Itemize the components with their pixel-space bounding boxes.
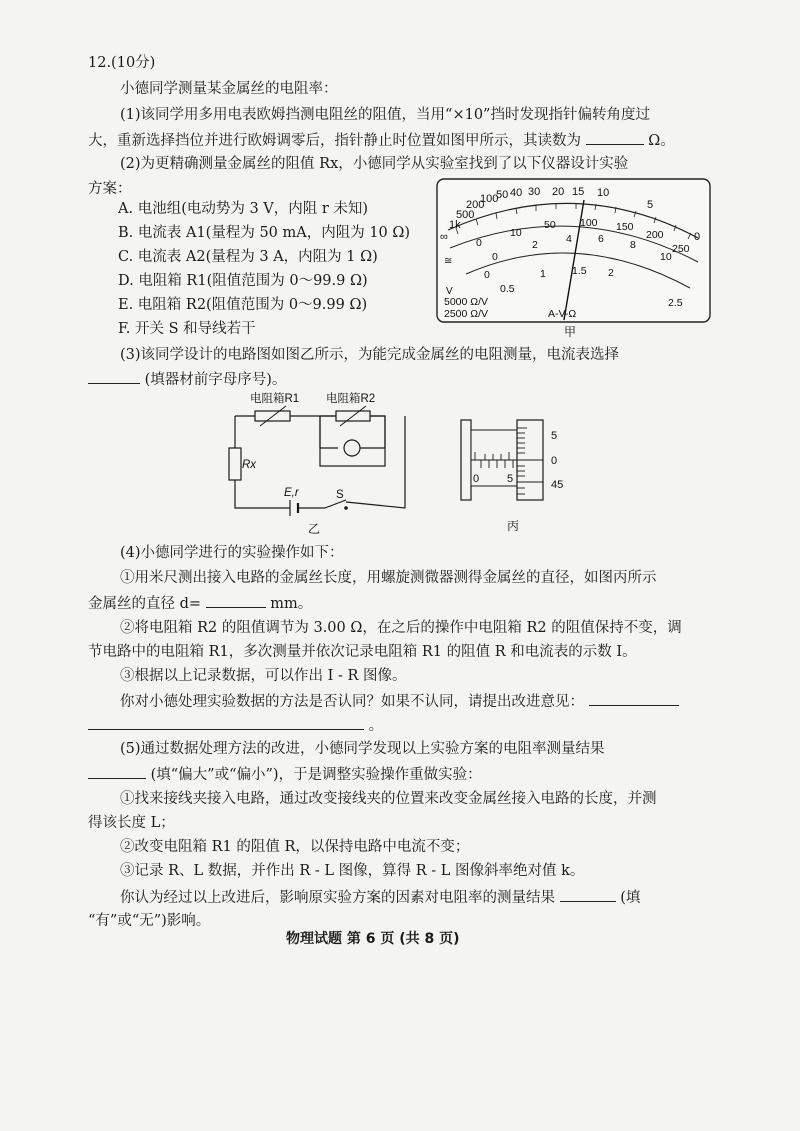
low-1-5: 1.5 bbox=[572, 265, 587, 277]
ohm-label-15: 15 bbox=[572, 186, 585, 198]
micrometer-frame bbox=[461, 420, 471, 500]
ohm-label-inf: ∞ bbox=[440, 231, 448, 243]
part5-step2: ②改变电阻箱 R1 的阻值 R，以保持电路中电流不变； bbox=[120, 839, 470, 855]
sleeve-label-0: 0 bbox=[473, 473, 480, 485]
circuit-r2-label: 电阻箱R2 bbox=[326, 393, 376, 405]
part5-line1: (5)通过数据处理方法的改进，小德同学发现以上实验方案的电阻率测量结果 bbox=[120, 741, 605, 757]
figure-bing-caption: 丙 bbox=[507, 519, 520, 533]
part1-line1: (1)该同学用多用电表欧姆挡测电阻丝的阻值，当用“×10”挡时发现指针偏转角度过 bbox=[120, 107, 650, 123]
answer-blank-influence[interactable] bbox=[560, 886, 616, 902]
part1-unit: Ω。 bbox=[648, 133, 675, 149]
thimble-label-0: 0 bbox=[551, 455, 558, 467]
part4-step1-line1: ①用米尺测出接入电路的金属丝长度，用螺旋测微器测得金属丝的直径，如图丙所示 bbox=[120, 570, 657, 586]
mid-low-0: 0 bbox=[492, 251, 498, 263]
mid-low-4: 4 bbox=[566, 233, 572, 245]
ammeter-symbol bbox=[344, 440, 360, 456]
figure-jia-caption: 甲 bbox=[564, 325, 577, 338]
ohm-label-200: 200 bbox=[466, 199, 485, 211]
answer-blank-ohm-reading[interactable] bbox=[586, 129, 644, 145]
switch-contact bbox=[344, 506, 348, 510]
answer-blank-bias[interactable] bbox=[88, 763, 146, 779]
part5-line2 bbox=[88, 763, 482, 786]
ohm-label-10: 10 bbox=[597, 187, 610, 199]
part1-line2-text: 大，重新选择挡位并进行欧姆调零后，指针静止时位置如图甲所示，其读数为 bbox=[88, 133, 581, 149]
thimble-label-5: 5 bbox=[551, 430, 558, 442]
part4-step2-line1: ②将电阻箱 R2 的阻值调节为 3.00 Ω，在之后的操作中电阻箱 R2 的阻值保持不变，调 bbox=[120, 620, 682, 636]
page-footer: 物理试题 第 6 页 (共 8 页) bbox=[286, 931, 460, 947]
part4-question-text: 你对小德处理实验数据的方法是否认同？如果不认同，请提出改进意见： bbox=[120, 694, 584, 710]
ohm-label-40: 40 bbox=[510, 187, 523, 199]
option-a: A. 电池组(电动势为 3 V，内阻 r 未知) bbox=[118, 201, 369, 217]
part3-line2-text: (填器材前字母序号)。 bbox=[144, 372, 287, 388]
part5-question-line1 bbox=[120, 886, 640, 909]
part5-step3: ③记录 R、L 数据，并作出 R - L 图像，算得 R - L 图像斜率绝对值 k。 bbox=[120, 863, 585, 879]
part4-step3: ③根据以上记录数据，可以作出 I - R 图像。 bbox=[120, 668, 407, 684]
ohm-label-500: 500 bbox=[456, 209, 475, 221]
part1-line2 bbox=[88, 129, 675, 152]
mid-low-10: 10 bbox=[660, 251, 672, 263]
part5-step1-line1: ①找来接线夹接入电路，通过改变接线夹的位置来改变金属丝接入电路的长度，并测 bbox=[120, 791, 657, 807]
option-c: C. 电流表 A2(量程为 3 A，内阻为 1 Ω) bbox=[118, 249, 378, 265]
option-e: E. 电阻箱 R2(阻值范围为 0～9.99 Ω) bbox=[118, 297, 368, 313]
figure-yi-caption: 乙 bbox=[308, 522, 321, 536]
ohm-label-30: 30 bbox=[528, 186, 541, 198]
ohm-label-5: 5 bbox=[647, 199, 654, 211]
low-1: 1 bbox=[540, 268, 546, 280]
ohm-label-50: 50 bbox=[496, 189, 509, 201]
sleeve-label-5: 5 bbox=[507, 473, 514, 485]
question-number: 12.(10分) bbox=[88, 55, 156, 71]
part4-step1-text: 金属丝的直径 d= bbox=[88, 596, 202, 612]
answer-blank-improvement-1[interactable] bbox=[589, 690, 679, 706]
mid-top-150: 150 bbox=[616, 221, 634, 233]
meter-unit-center: A-V-Ω bbox=[548, 308, 577, 320]
meter-v-mark: V bbox=[446, 286, 453, 297]
switch-lever bbox=[325, 500, 346, 508]
mid-top-50: 50 bbox=[544, 219, 556, 231]
thimble-label-45: 45 bbox=[551, 479, 564, 491]
mid-top-0: 0 bbox=[476, 237, 482, 249]
multimeter-dial-figure bbox=[436, 178, 711, 338]
part3-line1: (3)该同学设计的电路图如图乙所示，为能完成金属丝的电阻测量，电流表选择 bbox=[120, 347, 620, 363]
ohm-label-20: 20 bbox=[552, 186, 565, 198]
part4-question-line1 bbox=[120, 690, 679, 713]
circuit-switch-label: S bbox=[336, 489, 344, 501]
part4-step2-line2: 节电路中的电阻箱 R1，多次测量并依次记录电阻箱 R1 的阻值 R 和电流表的示数 I。 bbox=[88, 644, 637, 660]
mid-low-2: 2 bbox=[532, 239, 538, 251]
part4-line1: (4)小德同学进行的实验操作如下： bbox=[120, 545, 344, 561]
part5-step1-line2: 得该长度 L； bbox=[88, 815, 175, 831]
mid-low-6: 6 bbox=[598, 233, 604, 245]
low-0-5: 0.5 bbox=[500, 283, 515, 295]
circuit-r1-label: 电阻箱R1 bbox=[250, 393, 300, 405]
option-f: F. 开关 S 和导线若干 bbox=[118, 321, 256, 337]
part4-question-end: 。 bbox=[368, 718, 384, 734]
part4-step1-unit: mm。 bbox=[270, 596, 313, 612]
circuit-rx-label: Rx bbox=[242, 459, 257, 471]
low-2: 2 bbox=[608, 267, 614, 279]
part5-question-line2: “有”或“无”)影响。 bbox=[88, 913, 211, 929]
part4-step1-line2 bbox=[88, 592, 312, 615]
mid-top-100: 100 bbox=[580, 217, 598, 229]
ohm-label-100: 100 bbox=[480, 193, 499, 205]
ohm-label-1k: 1k bbox=[449, 219, 461, 231]
answer-blank-ammeter[interactable] bbox=[88, 368, 140, 384]
meter-side-label-5000: 5000 Ω/V bbox=[444, 296, 489, 308]
part4-question-line2 bbox=[88, 714, 383, 737]
mid-top-10: 10 bbox=[510, 227, 522, 239]
low-2-5: 2.5 bbox=[668, 297, 683, 309]
micrometer-figure bbox=[455, 416, 595, 536]
option-b: B. 电流表 A1(量程为 50 mA，内阻为 10 Ω) bbox=[118, 225, 411, 241]
circuit-diagram-figure bbox=[220, 386, 410, 536]
part2-line2: 方案： bbox=[88, 181, 132, 197]
mid-low-8: 8 bbox=[630, 239, 636, 251]
part5-question-tail: (填 bbox=[620, 890, 641, 906]
part2-line1: (2)为更精确测量金属丝的阻值 Rx，小德同学从实验室找到了以下仪器设计实验 bbox=[120, 156, 629, 172]
intro-text: 小德同学测量某金属丝的电阻率： bbox=[120, 81, 338, 97]
part5-question-text: 你认为经过以上改进后，影响原实验方案的因素对电阻率的测量结果 bbox=[120, 890, 555, 906]
low-0: 0 bbox=[484, 269, 490, 281]
ohm-label-0: 0 bbox=[694, 231, 701, 243]
mid-top-250: 250 bbox=[672, 243, 690, 255]
meter-dc-mark: ≅ bbox=[444, 256, 453, 267]
answer-blank-improvement-2[interactable] bbox=[88, 714, 364, 730]
meter-side-label-2500: 2500 Ω/V bbox=[444, 308, 489, 320]
option-d: D. 电阻箱 R1(阻值范围为 0～99.9 Ω) bbox=[118, 273, 368, 289]
part5-line2-text: (填“偏大”或“偏小”)，于是调整实验操作重做实验： bbox=[150, 767, 482, 783]
resistor-rx bbox=[229, 448, 241, 480]
mid-top-200: 200 bbox=[646, 229, 664, 241]
circuit-battery-label: E,r bbox=[284, 487, 299, 499]
answer-blank-diameter[interactable] bbox=[206, 592, 266, 608]
